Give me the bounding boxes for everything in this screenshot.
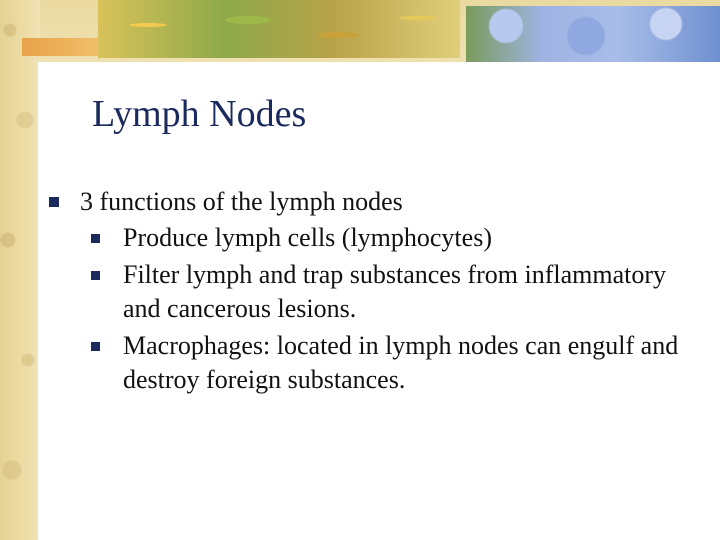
- sub-bullet-text: Macrophages: located in lymph nodes can engulf and destroy foreign substances.: [123, 331, 679, 394]
- square-bullet-icon: [91, 271, 100, 280]
- sub-bullet-text: Produce lymph cells (lymphocytes): [123, 223, 492, 252]
- autumn-leaves-banner-image: [98, 0, 460, 58]
- parchment-texture-left: [0, 0, 40, 540]
- sub-bullet-item: [44, 221, 694, 255]
- sub-bullet-text: Filter lymph and trap substances from inflammatory and cancerous lesions.: [123, 260, 666, 323]
- blue-flowers-banner-image: [466, 6, 720, 62]
- bullet-item: [44, 185, 694, 219]
- square-bullet-icon: [91, 234, 100, 243]
- bullet-text: 3 functions of the lymph nodes: [80, 187, 403, 216]
- square-bullet-icon: [91, 342, 100, 351]
- sub-bullet-item: [44, 329, 694, 397]
- orange-banner-image: [22, 38, 100, 56]
- square-bullet-icon: [49, 197, 59, 207]
- slide-title: Lymph Nodes: [92, 93, 307, 135]
- slide-content: [44, 185, 694, 400]
- sub-bullet-item: [44, 258, 694, 326]
